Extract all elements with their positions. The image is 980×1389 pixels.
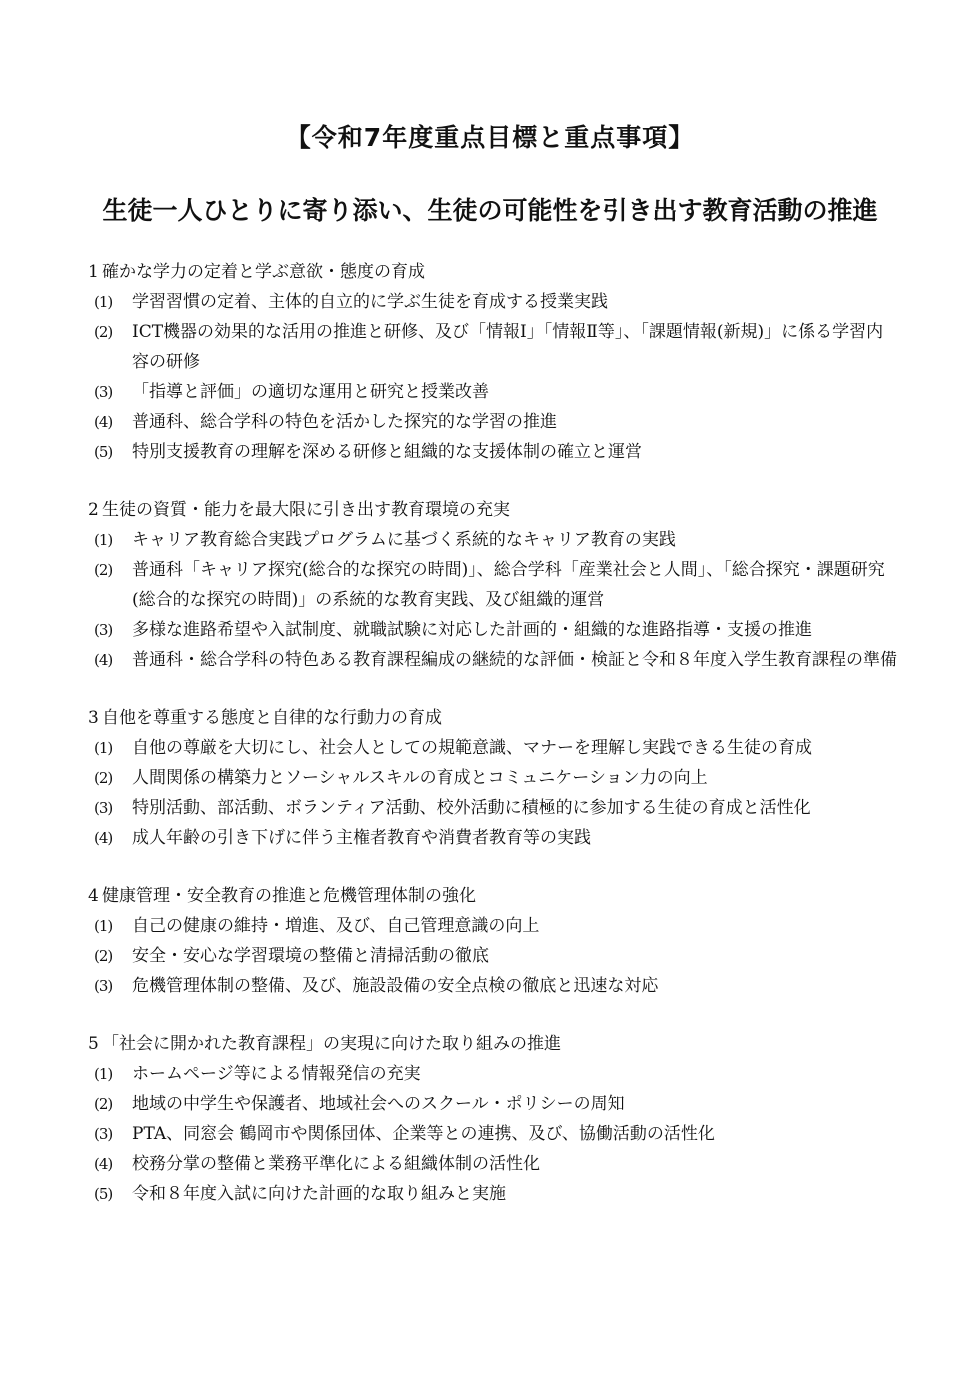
- list-item: [88, 941, 898, 971]
- item-number: (1): [94, 293, 113, 311]
- item-text: 成人年齢の引き下げに伴う主権者教育や消費者教育等の実践: [132, 828, 591, 848]
- item-number: (5): [94, 443, 113, 461]
- item-text: 学習習慣の定着、主体的自立的に学ぶ生徒を育成する授業実践: [132, 292, 608, 312]
- item-text: 普通科「キャリア探究(総合的な探究の時間)」、総合学科「産業社会と人間」、「総合探究・課題研究(総合的な探究の時間)」の系統的な教育実践、及び組織的運営: [132, 560, 885, 610]
- section-heading: [88, 257, 898, 287]
- item-number: (2): [94, 1095, 113, 1113]
- page-title: 【令和7年度重点目標と重点事項】: [285, 123, 695, 152]
- item-text: 令和８年度入試に向けた計画的な取り組みと実施: [132, 1184, 506, 1204]
- list-item: [88, 823, 898, 853]
- item-text: ICT機器の効果的な活用の推進と研修、及び「情報Ⅰ」「情報Ⅱ等」、「課題情報(新規)」に係る学習内容の研修: [132, 322, 884, 372]
- item-number: (3): [94, 621, 113, 639]
- section-heading: [88, 703, 898, 733]
- item-number: (4): [94, 651, 113, 669]
- section-number: 3: [88, 708, 99, 728]
- item-number: (5): [94, 1185, 113, 1203]
- sections-list: [88, 257, 898, 1209]
- item-text: 地域の中学生や保護者、地域社会へのスクール・ポリシーの周知: [132, 1094, 625, 1114]
- item-text: 特別支援教育の理解を深める研修と組織的な支援体制の確立と運営: [132, 442, 642, 462]
- list-item: [88, 971, 898, 1001]
- item-text: PTA、同窓会 鶴岡市や関係団体、企業等との連携、及び、協働活動の活性化: [132, 1124, 715, 1144]
- item-number: (1): [94, 739, 113, 757]
- section-5: [88, 1029, 898, 1209]
- section-3: [88, 703, 898, 853]
- item-text: 校務分掌の整備と業務平準化による組織体制の活性化: [132, 1154, 540, 1174]
- item-text: 特別活動、部活動、ボランティア活動、校外活動に積極的に参加する生徒の育成と活性化: [132, 798, 811, 818]
- list-item: [88, 911, 898, 941]
- item-text: 「指導と評価」の適切な運用と研究と授業改善: [132, 382, 489, 402]
- section-2: [88, 495, 898, 675]
- list-item: [88, 377, 898, 407]
- section-number: 1: [88, 262, 99, 282]
- list-item: [88, 1059, 898, 1089]
- item-text: 自他の尊厳を大切にし、社会人としての規範意識、マナーを理解し実践できる生徒の育成: [132, 738, 812, 758]
- item-number: (2): [94, 947, 113, 965]
- item-number: (3): [94, 799, 113, 817]
- list-item: [88, 763, 898, 793]
- list-item: [88, 793, 898, 823]
- list-item: [88, 1149, 898, 1179]
- section-heading: [88, 495, 898, 525]
- item-text: 自己の健康の維持・増進、及び、自己管理意識の向上: [132, 916, 540, 936]
- section-number: 4: [88, 886, 99, 906]
- section-heading-text: 健康管理・安全教育の推進と危機管理体制の強化: [102, 886, 476, 906]
- item-text: 普通科、総合学科の特色を活かした探究的な学習の推進: [132, 412, 557, 432]
- item-number: (3): [94, 1125, 113, 1143]
- item-text: 普通科・総合学科の特色ある教育課程編成の継続的な評価・検証と令和８年度入学生教育課程の準備: [132, 650, 897, 670]
- item-number: (4): [94, 829, 113, 847]
- list-item: [88, 525, 898, 555]
- section-number: 5: [88, 1034, 99, 1054]
- section-heading-text: 自他を尊重する態度と自律的な行動力の育成: [102, 708, 442, 728]
- item-text: ホームページ等による情報発信の充実: [132, 1064, 421, 1084]
- item-number: (3): [94, 383, 113, 401]
- list-item: [88, 733, 898, 763]
- list-item: [88, 317, 898, 377]
- item-text: 危機管理体制の整備、及び、施設設備の安全点検の徹底と迅速な対応: [132, 976, 659, 996]
- section-heading-text: 生徒の資質・能力を最大限に引き出す教育環境の充実: [102, 500, 510, 520]
- list-item: [88, 645, 898, 675]
- item-number: (2): [94, 561, 113, 579]
- item-text: 人間関係の構築力とソーシャルスキルの育成とコミュニケーション力の向上: [132, 768, 708, 788]
- item-number: (1): [94, 1065, 113, 1083]
- item-text: 多様な進路希望や入試制度、就職試験に対応した計画的・組織的な進路指導・支援の推進: [132, 620, 812, 640]
- item-number: (1): [94, 531, 113, 549]
- list-item: [88, 407, 898, 437]
- section-1: [88, 257, 898, 467]
- list-item: [88, 615, 898, 645]
- section-heading: [88, 881, 898, 911]
- section-heading: [88, 1029, 898, 1059]
- item-number: (4): [94, 413, 113, 431]
- section-number: 2: [88, 500, 99, 520]
- item-number: (2): [94, 769, 113, 787]
- section-4: [88, 881, 898, 1001]
- list-item: [88, 437, 898, 467]
- item-number: (4): [94, 1155, 113, 1173]
- section-heading-text: 確かな学力の定着と学ぶ意欲・態度の育成: [102, 262, 425, 282]
- list-item: [88, 287, 898, 317]
- item-number: (1): [94, 917, 113, 935]
- section-heading-text: 「社会に開かれた教育課程」の実現に向けた取り組みの推進: [102, 1034, 561, 1054]
- list-item: [88, 1089, 898, 1119]
- list-item: [88, 555, 898, 615]
- list-item: [88, 1179, 898, 1209]
- item-number: (3): [94, 977, 113, 995]
- item-text: キャリア教育総合実践プログラムに基づく系統的なキャリア教育の実践: [132, 530, 676, 550]
- list-item: [88, 1119, 898, 1149]
- item-number: (2): [94, 323, 113, 341]
- item-text: 安全・安心な学習環境の整備と清掃活動の徹底: [132, 946, 489, 966]
- page-subtitle: 生徒一人ひとりに寄り添い、生徒の可能性を引き出す教育活動の推進: [102, 196, 878, 225]
